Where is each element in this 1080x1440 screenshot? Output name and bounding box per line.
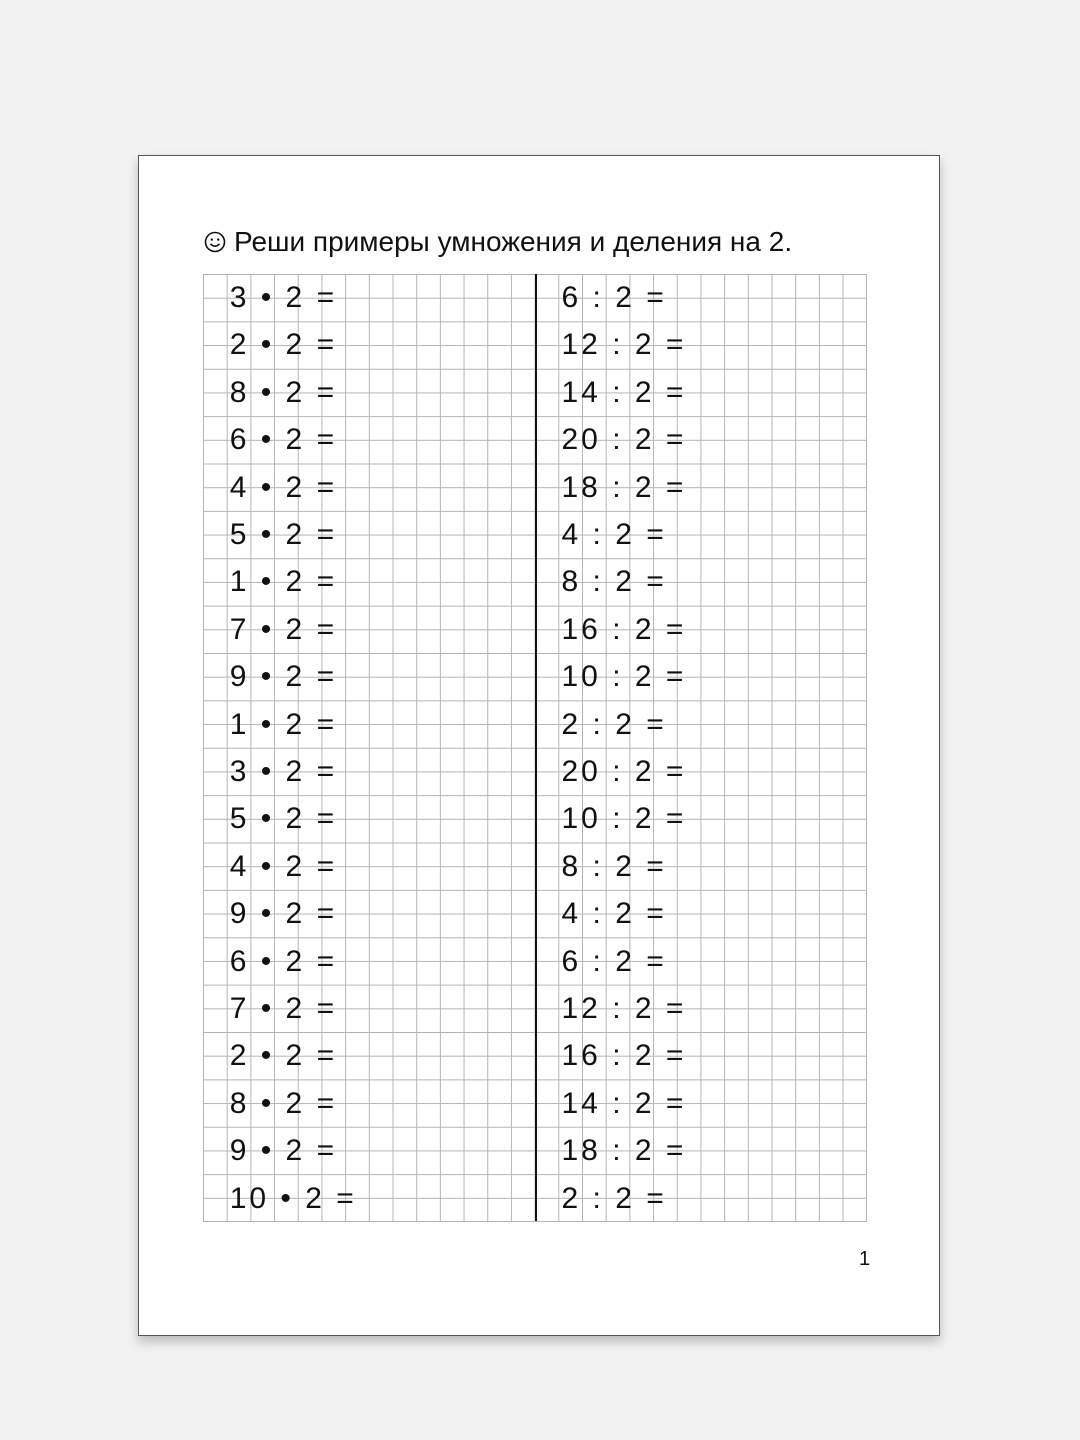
multiplication-exercise: 7 • 2 =: [229, 992, 338, 1025]
division-exercise: 10 : 2 =: [561, 660, 687, 694]
division-exercise: 16 : 2 =: [561, 1039, 687, 1073]
multiplication-exercise: 1 • 2 =: [229, 565, 338, 599]
division-column: [559, 274, 859, 1221]
division-exercise: 14 : 2 =: [561, 1086, 687, 1120]
division-exercise: 6 : 2 =: [561, 944, 667, 978]
multiplication-exercise: 5 • 2 =: [229, 802, 338, 836]
multiplication-exercise: 7 • 2 =: [229, 612, 338, 646]
division-exercise: 4 : 2 =: [561, 518, 667, 551]
multiplication-exercise: 8 • 2 =: [229, 1086, 338, 1120]
division-exercise: 18 : 2 =: [561, 470, 687, 504]
division-exercise: 6 : 2 =: [561, 281, 667, 314]
task-title-text: Реши примеры умножения и деления на 2.: [234, 226, 793, 257]
division-exercise: 14 : 2 =: [561, 375, 687, 409]
squared-grid: [203, 274, 867, 1222]
division-exercise: 10 : 2 =: [561, 802, 687, 836]
multiplication-exercise: 3 • 2 =: [229, 281, 338, 314]
multiplication-exercise: 1 • 2 =: [229, 707, 338, 741]
multiplication-exercise: 3 • 2 =: [229, 755, 338, 788]
division-exercise: 20 : 2 =: [561, 423, 687, 457]
division-exercise: 2 : 2 =: [561, 707, 667, 741]
multiplication-exercise: 9 • 2 =: [229, 897, 338, 931]
division-exercise: 12 : 2 =: [561, 328, 687, 362]
task-title: [204, 226, 792, 258]
multiplication-exercise: 4 • 2 =: [229, 470, 338, 504]
division-exercise: 12 : 2 =: [561, 992, 687, 1025]
multiplication-exercise: 9 • 2 =: [229, 1134, 338, 1168]
worksheet-page: [138, 155, 940, 1336]
division-exercise: 20 : 2 =: [561, 755, 687, 788]
multiplication-exercise: 9 • 2 =: [229, 660, 338, 694]
smiley-icon: [204, 231, 226, 253]
multiplication-exercise: 2 • 2 =: [229, 1039, 338, 1073]
column-divider: [535, 274, 537, 1221]
division-exercise: 4 : 2 =: [561, 897, 667, 931]
multiplication-column: [227, 274, 527, 1221]
division-exercise: 2 : 2 =: [561, 1181, 667, 1215]
multiplication-exercise: 6 • 2 =: [229, 423, 338, 457]
multiplication-exercise: 10 • 2 =: [229, 1181, 357, 1215]
division-exercise: 8 : 2 =: [561, 849, 667, 883]
multiplication-exercise: 5 • 2 =: [229, 518, 338, 551]
division-exercise: 8 : 2 =: [561, 565, 667, 599]
multiplication-exercise: 4 • 2 =: [229, 849, 338, 883]
multiplication-exercise: 6 • 2 =: [229, 944, 338, 978]
division-exercise: 18 : 2 =: [561, 1134, 687, 1168]
page-number: 1: [859, 1248, 871, 1270]
multiplication-exercise: 2 • 2 =: [229, 328, 338, 362]
division-exercise: 16 : 2 =: [561, 612, 687, 646]
multiplication-exercise: 8 • 2 =: [229, 375, 338, 409]
